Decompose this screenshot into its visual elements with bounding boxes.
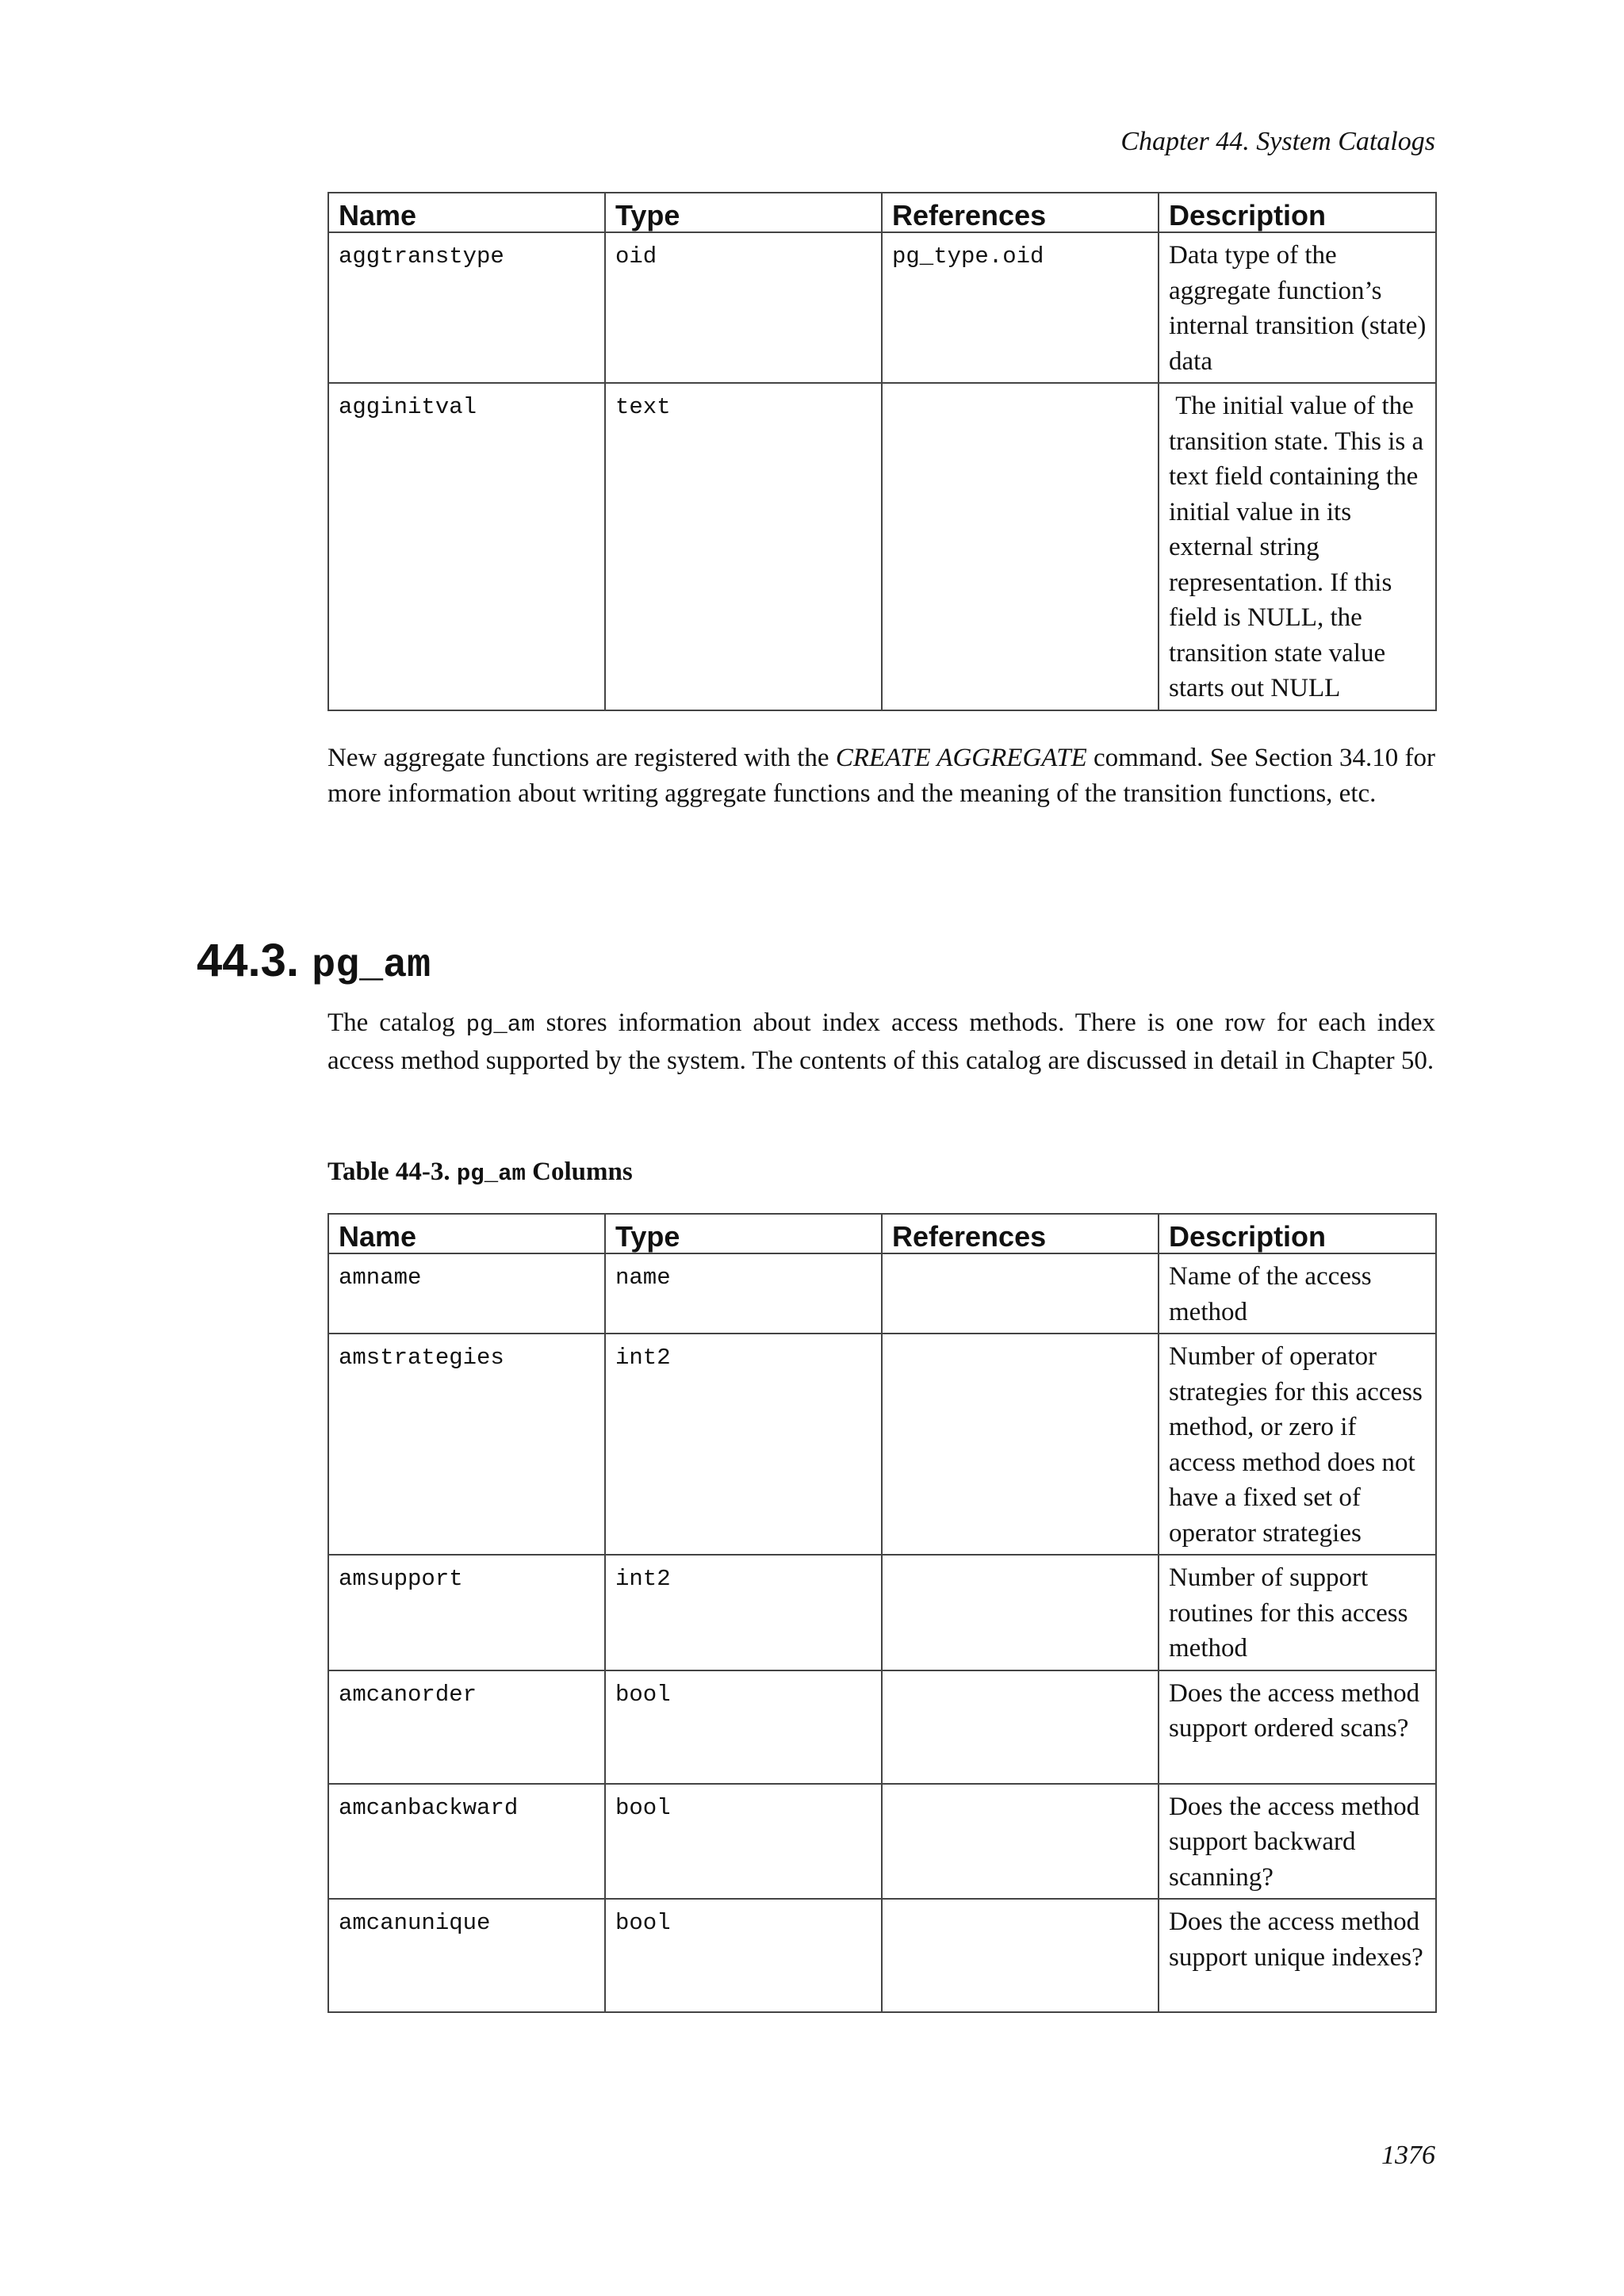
cell-description: Number of support routines for this access method <box>1159 1555 1436 1670</box>
cell-type: bool <box>605 1899 882 2012</box>
cell-description: Does the access method support unique indexes? <box>1159 1899 1436 2012</box>
caption-suffix: Columns <box>532 1158 633 1186</box>
cell-name: amstrategies <box>328 1334 605 1555</box>
table-caption-container <box>327 1158 1435 1187</box>
cell-name: amcanorder <box>328 1670 605 1784</box>
column-header-type: Type <box>605 193 882 232</box>
table-row <box>328 1670 1436 1784</box>
caption-code: pg_am <box>456 1161 526 1187</box>
cell-references <box>882 1253 1159 1334</box>
inline-code: pg_am <box>465 1012 535 1038</box>
column-header-description: Description <box>1159 193 1436 232</box>
cell-name: agginitval <box>328 383 605 710</box>
cell-type: oid <box>605 232 882 383</box>
cell-type: bool <box>605 1784 882 1900</box>
cell-type: int2 <box>605 1334 882 1555</box>
cell-type: text <box>605 383 882 710</box>
running-header: Chapter 44. System Catalogs <box>1120 127 1435 156</box>
table-header-row <box>328 193 1436 232</box>
text-fragment: command. See Section 34.10 for more information about writing aggregate functions and the meaning of the transition functions, etc. <box>327 744 1435 808</box>
cell-references <box>882 383 1159 710</box>
column-header-references: References <box>882 1214 1159 1253</box>
cell-references <box>882 1899 1159 2012</box>
column-header-name: Name <box>328 193 605 232</box>
cell-references: pg_type.oid <box>882 232 1159 383</box>
cell-type: name <box>605 1253 882 1334</box>
cell-name: amname <box>328 1253 605 1334</box>
page-number: 1376 <box>1381 2141 1435 2170</box>
column-header-description: Description <box>1159 1214 1436 1253</box>
cell-description: Number of operator strategies for this access method, or zero if access method does not have a fixed set of operator strategies <box>1159 1334 1436 1555</box>
cell-name: amsupport <box>328 1555 605 1670</box>
cell-name: amcanbackward <box>328 1784 605 1900</box>
section-name: pg_am <box>312 943 431 989</box>
cell-name: aggtranstype <box>328 232 605 383</box>
table-row <box>328 1253 1436 1334</box>
column-header-references: References <box>882 193 1159 232</box>
cell-type: bool <box>605 1670 882 1784</box>
body-paragraph <box>327 1005 1435 1078</box>
table-row <box>328 1334 1436 1555</box>
top-table-container <box>327 192 1435 711</box>
table-row <box>328 1555 1436 1670</box>
pg-aggregate-table-continued <box>327 192 1437 711</box>
cell-description: The initial value of the transition state. This is a text field containing the initial value in its external string representation. If this field is NULL, the transition state value starts out NULL <box>1159 383 1436 710</box>
cell-type: int2 <box>605 1555 882 1670</box>
table-header-row <box>328 1214 1436 1253</box>
column-header-name: Name <box>328 1214 605 1253</box>
pg-am-columns-table <box>327 1213 1437 2013</box>
text-fragment: The catalog <box>327 1008 466 1037</box>
caption-prefix: Table 44-3. <box>327 1158 450 1186</box>
cell-description: Does the access method support ordered scans? <box>1159 1670 1436 1784</box>
cell-references <box>882 1784 1159 1900</box>
cell-references <box>882 1670 1159 1784</box>
cell-description: Data type of the aggregate function’s internal transition (state) data <box>1159 232 1436 383</box>
text-fragment: stores information about index access methods. There is one row for each index access method supported by the system. The contents of this catalog are discussed in detail in Chapter 50. <box>327 1008 1435 1075</box>
pg-am-table-container <box>327 1213 1435 2013</box>
section-heading <box>197 934 431 989</box>
column-header-type: Type <box>605 1214 882 1253</box>
table-row <box>328 1784 1436 1900</box>
cell-references <box>882 1555 1159 1670</box>
table-row <box>328 232 1436 383</box>
table-caption <box>327 1158 1435 1187</box>
section-number: 44.3. <box>197 935 299 986</box>
cell-name: amcanunique <box>328 1899 605 2012</box>
body-paragraph <box>327 740 1435 811</box>
cell-description: Name of the access method <box>1159 1253 1436 1334</box>
table-row <box>328 383 1436 710</box>
paragraph-pg-am <box>327 1005 1435 1078</box>
cell-references <box>882 1334 1159 1555</box>
command-name: CREATE AGGREGATE <box>835 744 1087 772</box>
table-row <box>328 1899 1436 2012</box>
paragraph-create-aggregate <box>327 740 1435 811</box>
text-fragment: New aggregate functions are registered with the <box>327 744 836 772</box>
cell-description: Does the access method support backward scanning? <box>1159 1784 1436 1900</box>
